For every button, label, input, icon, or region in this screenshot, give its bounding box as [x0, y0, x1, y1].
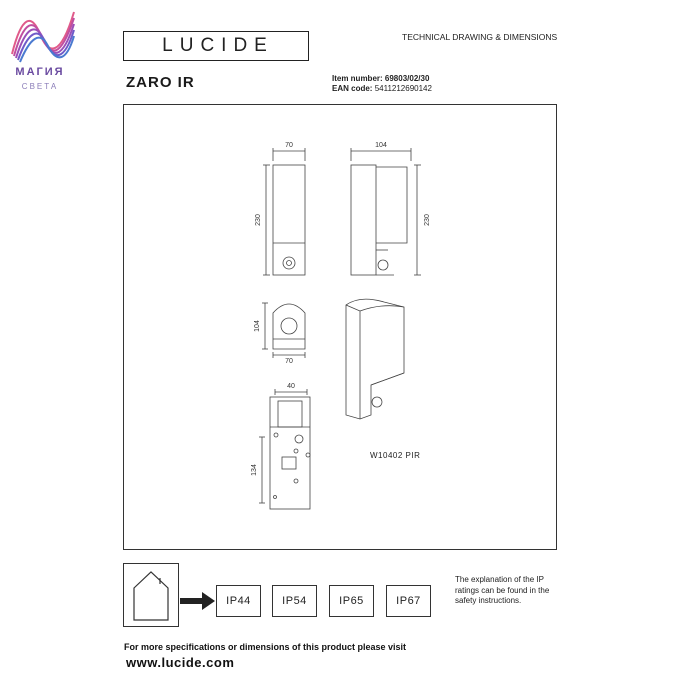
watermark-subtitle: СВЕТА — [21, 82, 59, 91]
house-pictogram — [123, 563, 179, 627]
side-height-label: 230 — [424, 214, 431, 226]
top-width-label: 70 — [285, 358, 293, 365]
ip-rating-ip44: IP44 — [216, 585, 261, 617]
front-width-label: 70 — [285, 142, 293, 149]
arrow-right-icon — [180, 590, 216, 612]
ip-rating-ip54: IP54 — [272, 585, 317, 617]
side-width-label: 104 — [375, 142, 387, 149]
item-number-label: Item number: — [332, 74, 383, 83]
brand-logo — [123, 31, 309, 61]
model-code: W10402 PIR — [370, 451, 421, 460]
drawing-frame — [123, 104, 557, 550]
watermark-logo — [4, 4, 84, 96]
item-number-value: 69803/02/30 — [384, 74, 430, 83]
footer-text: For more specifications or dimensions of this product please visit — [124, 642, 407, 652]
side-view — [351, 148, 421, 275]
ean-code-row — [332, 84, 432, 93]
back-height-label: 134 — [251, 464, 258, 476]
back-width-label: 40 — [287, 383, 295, 390]
house-icon — [124, 564, 178, 626]
perspective-view — [346, 299, 404, 419]
website-link[interactable]: www.lucide.com — [126, 655, 235, 670]
document-heading: TECHNICAL DRAWING & DIMENSIONS — [402, 32, 558, 42]
ip-rating-ip65: IP65 — [329, 585, 374, 617]
ip-rating-note: The explanation of the IP ratings can be found in the safety instructions. — [455, 575, 550, 605]
product-name: ZARO IR — [126, 74, 195, 91]
front-view — [263, 148, 305, 275]
top-depth-label: 104 — [254, 320, 261, 332]
technical-drawing — [124, 105, 558, 551]
front-height-label: 230 — [255, 214, 262, 226]
watermark-title: МАГИЯ — [15, 66, 65, 78]
top-view — [262, 303, 305, 358]
brand-logo-text: LUCIDE — [162, 35, 274, 56]
back-plate-view — [259, 389, 310, 509]
ean-code-label: EAN code: — [332, 84, 373, 93]
item-number-row — [332, 74, 429, 83]
ip-rating-ip67: IP67 — [386, 585, 431, 617]
wave-logo-icon — [10, 4, 76, 64]
ean-code-value: 5411212690142 — [374, 84, 432, 93]
